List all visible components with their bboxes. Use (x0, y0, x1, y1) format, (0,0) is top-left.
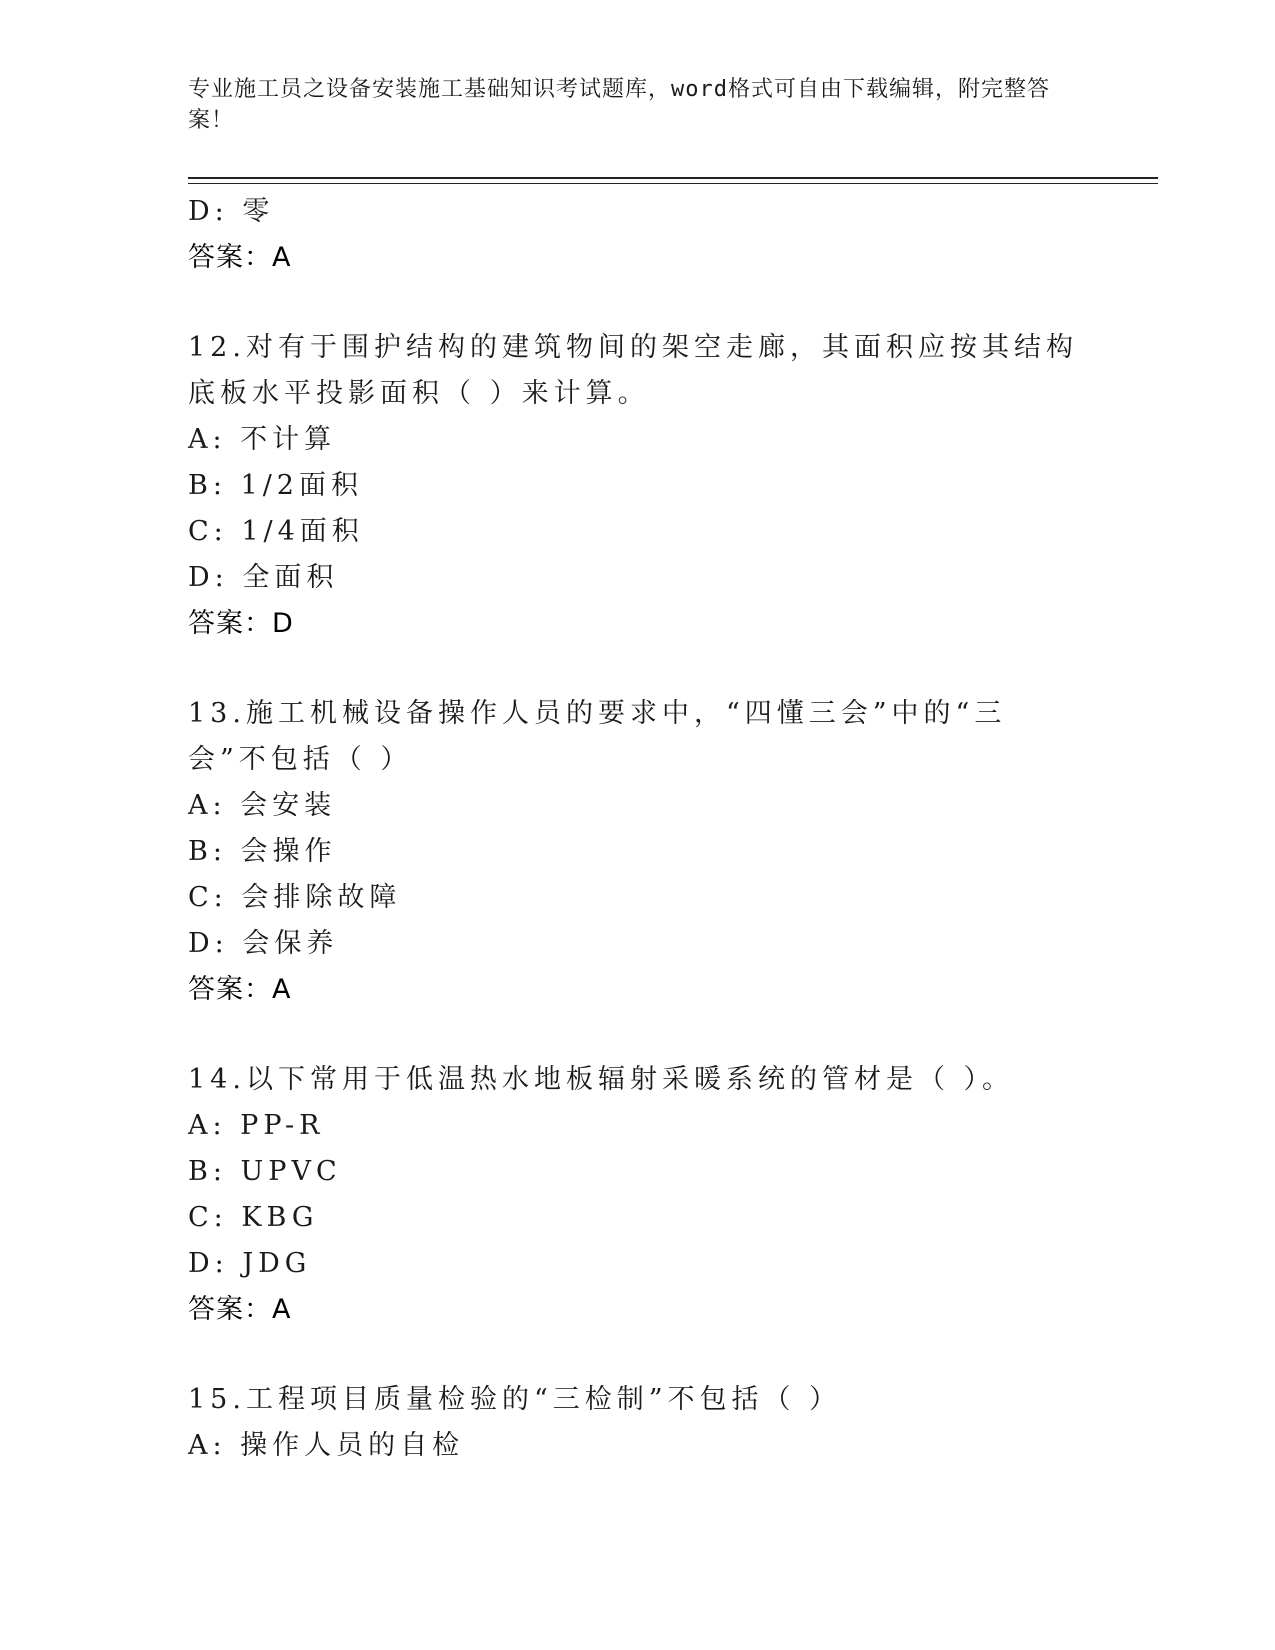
header-rule-thin (188, 183, 1158, 184)
answer-line: 答案：A (188, 974, 292, 1005)
option-a: A: 会安装 (188, 790, 337, 821)
option-c: C: 1/4面积 (188, 516, 364, 547)
option-b: B: 会操作 (188, 836, 337, 867)
page-header: 专业施工员之设备安装施工基础知识考试题库，word格式可自由下载编辑，附完整答案！ (188, 77, 1050, 133)
option-c: C: KBG (188, 1202, 319, 1233)
question-stem: 12.对有于围护结构的建筑物间的架空走廊，其面积应按其结构底板水平投影面积（ ）来计算。 (188, 332, 1078, 409)
option-a: A: 不计算 (188, 424, 337, 455)
option-b: B: UPVC (188, 1156, 342, 1187)
option-a: A: 操作人员的自检 (188, 1430, 465, 1461)
question-content (188, 189, 1088, 1469)
question-15 (188, 1377, 1088, 1469)
option-a: A: PP-R (188, 1110, 325, 1141)
answer-line: 答案：A (188, 1294, 292, 1325)
option-d: D: 零 (188, 196, 275, 227)
option-c: C: 会排除故障 (188, 882, 402, 913)
option-d: D: JDG (188, 1248, 312, 1279)
option-d: D: 全面积 (188, 562, 339, 593)
question-stem: 14.以下常用于低温热水地板辐射采暖系统的管材是（ ）。 (188, 1064, 1015, 1095)
answer-line: 答案：D (188, 608, 294, 639)
answer-line: 答案：A (188, 242, 292, 273)
option-b: B: 1/2面积 (188, 470, 363, 501)
question-stem: 13.施工机械设备操作人员的要求中，“四懂三会”中的“三会”不包括（ ） (188, 698, 1007, 775)
header-rule-thick (188, 177, 1158, 179)
question-13 (188, 691, 1088, 1013)
question-12 (188, 325, 1088, 647)
question-14 (188, 1057, 1088, 1333)
question-stem: 15.工程项目质量检验的“三检制”不包括（ ） (188, 1384, 842, 1415)
option-d: D: 会保养 (188, 928, 339, 959)
